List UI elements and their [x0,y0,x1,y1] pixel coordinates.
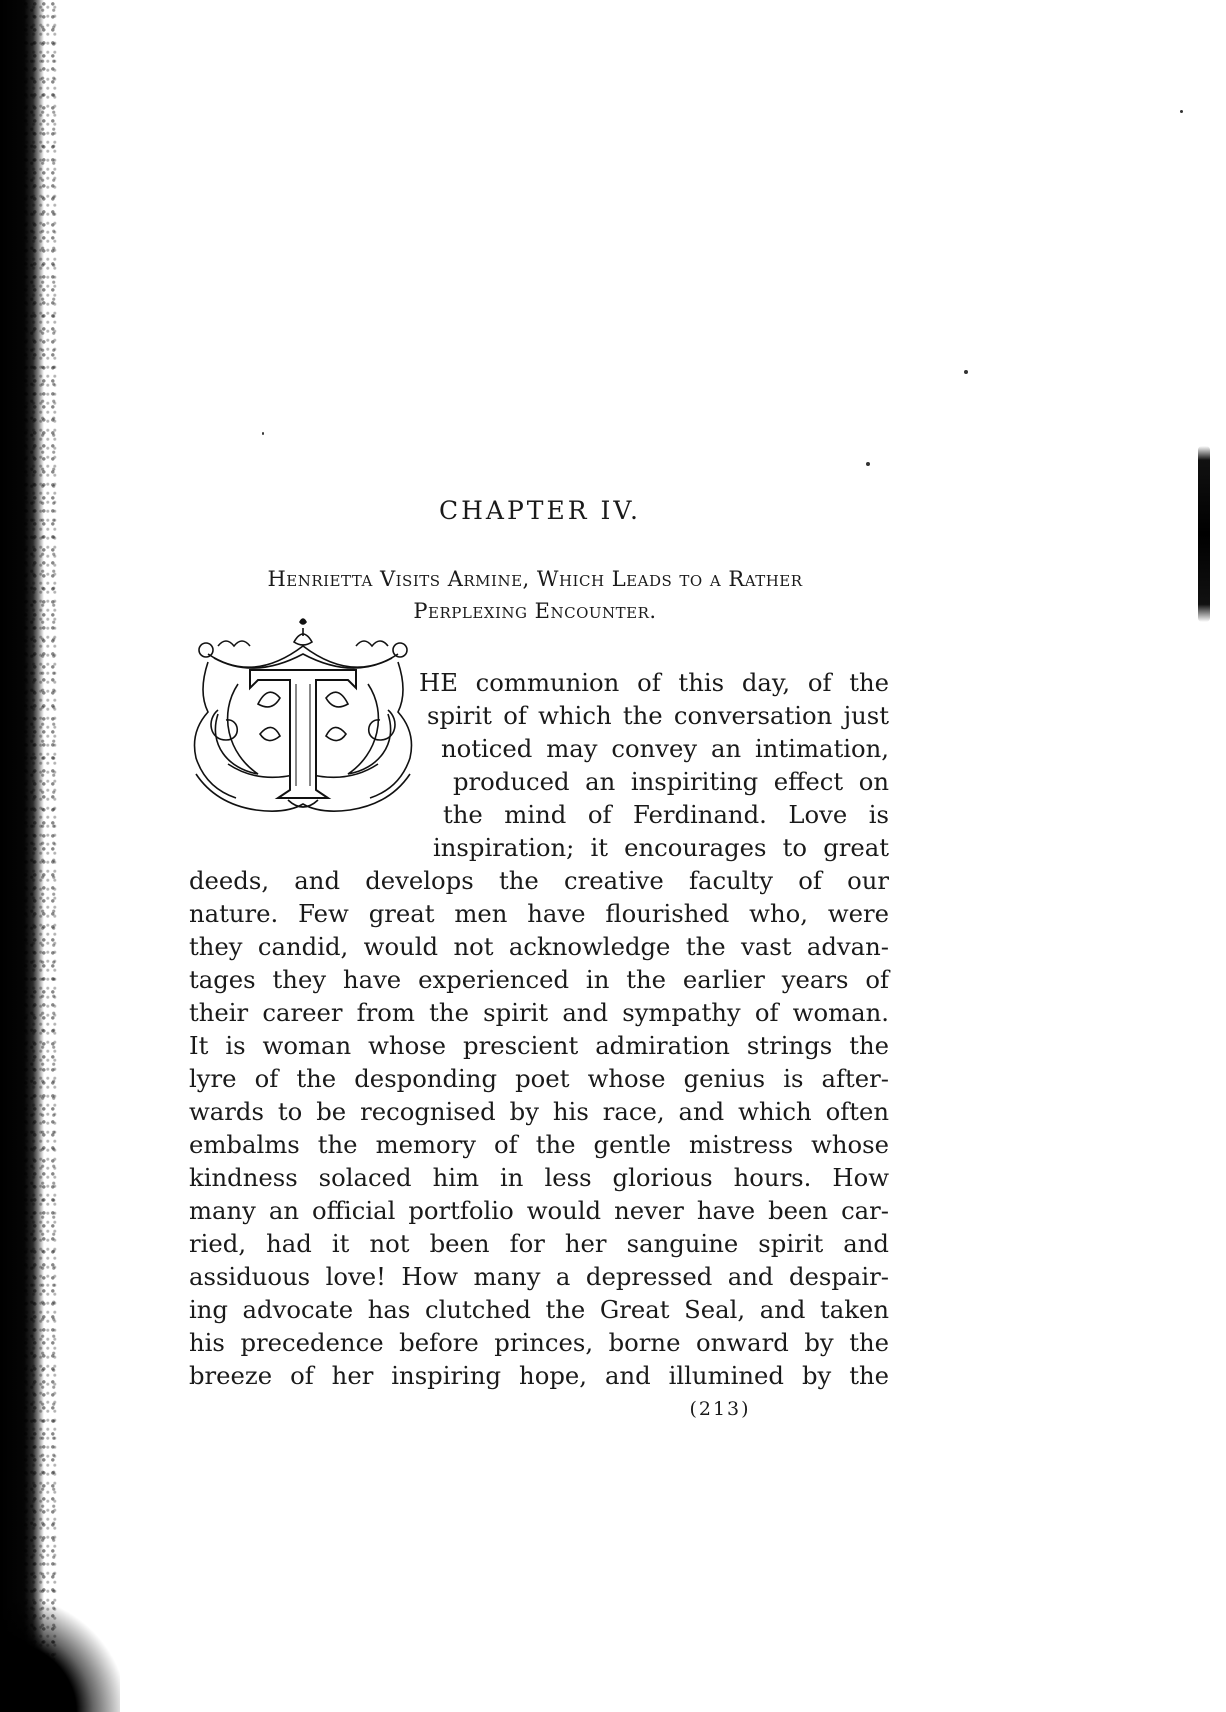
body-paragraph [189,666,889,1392]
text-line: tages they have experienced in the earlier years of [189,965,889,994]
drop-cap-letter: T [303,814,304,815]
text-line: nature. Few great men have flourished who, were [189,899,889,928]
text-line: assiduous love! How many a depressed and despair- [189,1262,889,1291]
scan-speck [964,370,968,374]
text-line: breeze of her inspiring hope, and illumined by the [189,1361,889,1390]
text-line: spirit of which the conversation just [427,701,889,730]
text-line: It is woman whose prescient admiration strings the [189,1031,889,1060]
text-line: kindness solaced him in less glorious hours. How [189,1163,889,1192]
page-number: (213) [689,1398,751,1420]
text-line: many an official portfolio would never have been car- [189,1196,889,1225]
text-line: embalms the memory of the gentle mistress whose [189,1130,889,1159]
text-line: ried, had it not been for her sanguine spirit and [189,1229,889,1258]
spine-foot-shadow [0,1600,120,1712]
chapter-subtitle-line-2: Perplexing Encounter. [413,599,657,623]
spine-texture [24,0,58,1712]
text-line: HE communion of this day, of the [419,668,889,697]
text-line: noticed may convey an intimation, [441,734,889,763]
chapter-subtitle-line-1: Henrietta Visits Armine, Which Leads to a Rather [267,567,803,591]
chapter-title: CHAPTER IV. [438,496,641,525]
scan-speck [1180,110,1183,113]
text-line: produced an inspiriting effect on [453,767,889,796]
text-line: lyre of the desponding poet whose genius is after- [189,1064,889,1093]
text-line: ing advocate has clutched the Great Seal, and taken [189,1295,889,1324]
text-line: the mind of Ferdinand. Love is [443,800,889,829]
text-line: his precedence before princes, borne onward by the [189,1328,889,1357]
text-line: deeds, and develops the creative faculty of our [189,866,889,895]
scan-speck [866,462,870,466]
text-line: inspiration; it encourages to great [433,833,889,862]
page-edge-mark [1198,446,1210,622]
text-line: their career from the spirit and sympathy of woman. [189,998,889,1027]
scan-speck [262,432,264,435]
text-line: wards to be recognised by his race, and which often [189,1097,889,1126]
text-line: they candid, would not acknowledge the vast advan- [189,932,889,961]
